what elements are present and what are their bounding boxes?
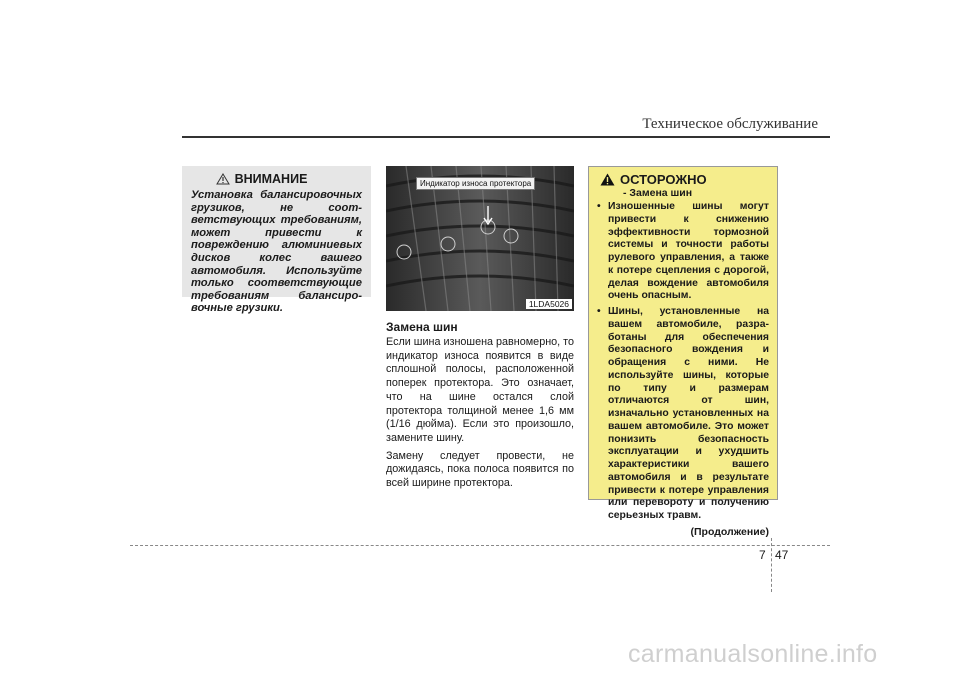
warning-text: Установка балансировочных грузиков, не соот-ветствующих требованиям, может привести к повреждению алюминиевых дисков колес вашего автомобиля. Используйте только соответствующие требованиям балансиро-вочные грузики. xyxy=(191,189,362,315)
tire-wear-photo xyxy=(386,166,574,311)
caution-item: • Шины, установленные на вашем автомобиле, разра-ботаны для обеспечения безопасного вождения и обращения с ними. Не используйте шины, которые по типу и размерам отличаются от шин, изначально установленных на вашем автомобиле. Это может понизить безопасность эксплуатации и ухудшить характеристики вашего автомобиля и в результате привести к потере управления или перевороту и получению серьезных травм. xyxy=(597,306,769,523)
chapter-number: 7 xyxy=(759,548,766,562)
section-body xyxy=(386,336,574,495)
warning-header xyxy=(161,172,362,186)
caution-box xyxy=(588,166,778,538)
warning-triangle-icon xyxy=(216,173,230,185)
wear-indicator-label: Индикатор износа протектора xyxy=(416,177,535,190)
caution-list xyxy=(597,201,769,523)
section-paragraph: Если шина изношена равномерно, то индикатор износа появится в виде сплошной полосы, расположенной поперек протектора. Это означает, что на шине остался слой протектора толщиной менее 1,6 мм (1/16 дюйма). Если это произошло, замените шину. xyxy=(386,336,574,444)
caution-header xyxy=(600,172,769,187)
header-rule xyxy=(182,136,830,138)
figure-code: 1LDA5026 xyxy=(526,299,572,309)
section-title: Замена шин xyxy=(386,320,458,334)
caution-title: ОСТОРОЖНО xyxy=(620,172,707,187)
page-header-title: Техническое обслуживание xyxy=(642,116,818,132)
continued-note: (Продолжение) xyxy=(690,525,769,538)
caution-subtitle: - Замена шин xyxy=(623,187,693,199)
caution-triangle-icon xyxy=(600,173,615,186)
warning-title: ВНИМАНИЕ xyxy=(234,172,308,186)
warning-box xyxy=(182,166,371,315)
page-number: 47 xyxy=(775,548,789,562)
caution-item: • Изношенные шины могут привести к снижению эффективности тормозной системы и точности работы рулевого управления, а также к потере сцепления с дорогой, делая вождение автомобиля очень опасным. xyxy=(597,201,769,303)
footer-rule xyxy=(130,545,830,546)
footer-separator xyxy=(771,538,772,592)
section-paragraph: Замену следует провести, не дожидаясь, пока полоса появится по всей ширине протектора. xyxy=(386,449,574,490)
watermark: carmanualsonline.info xyxy=(628,640,878,668)
